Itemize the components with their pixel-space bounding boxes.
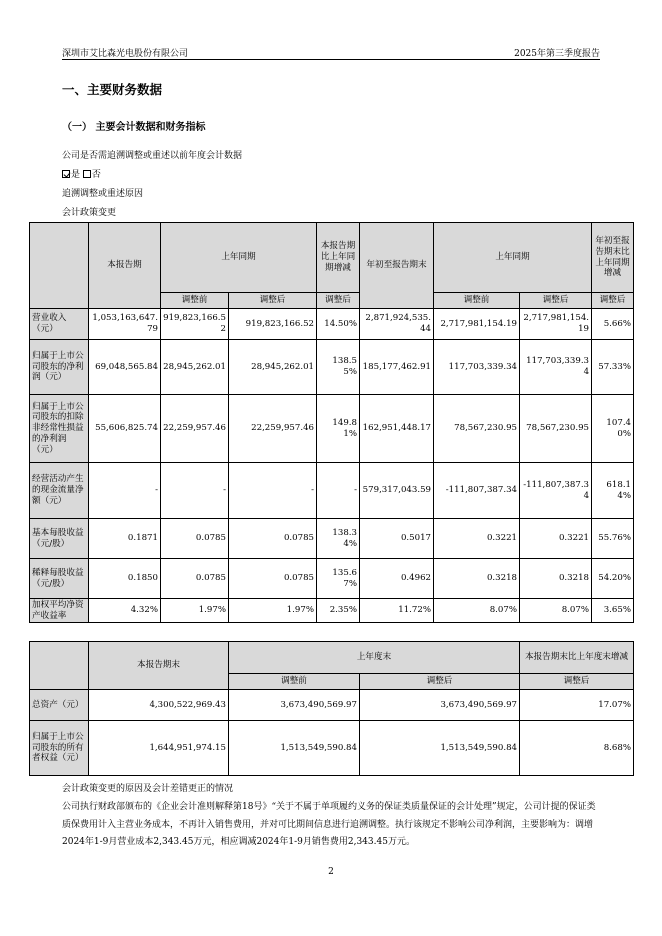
- cell-pb: 28,945,262.01: [161, 340, 229, 395]
- cell-ychg: 5.66%: [592, 309, 634, 340]
- sub-adj-ytd: 调整后: [592, 293, 634, 309]
- cell-pb: 0.0785: [161, 519, 229, 559]
- cell-cur: 4.32%: [89, 599, 161, 623]
- page-number: 2: [328, 867, 334, 877]
- cell-chg: 138.55%: [317, 340, 360, 395]
- cell-pa: 22,259,957.46: [229, 395, 317, 463]
- cell-pa: -: [229, 463, 317, 519]
- unchecked-box-icon: [83, 170, 91, 178]
- table-row: [30, 340, 634, 395]
- row-label: 归属于上市公司股东的扣除非经常性损益的净利润（元）: [30, 395, 89, 463]
- option-no: 否: [91, 170, 101, 180]
- cell-yb: 0.3218: [434, 559, 520, 599]
- cell-cur: -: [89, 463, 161, 519]
- cell-pb: 1.97%: [161, 599, 229, 623]
- table2-corner: [30, 642, 89, 690]
- cell-pb: 0.0785: [161, 559, 229, 599]
- cell-after: 1,513,549,590.84: [360, 721, 520, 776]
- col-ytd-prior: 上年同期: [434, 223, 592, 293]
- row-label: 归属于上市公司股东的净利润（元）: [30, 340, 89, 395]
- key-financial-table: [29, 222, 634, 623]
- cell-yb: 78,567,230.95: [434, 395, 520, 463]
- cell-cur: 1,053,163,647.79: [89, 309, 161, 340]
- cell-ytd: 162,951,448.17: [360, 395, 434, 463]
- table-row: [30, 559, 634, 599]
- table-row: [30, 463, 634, 519]
- page-header: [62, 46, 600, 60]
- cell-pb: -: [161, 463, 229, 519]
- cell-pa: 1.97%: [229, 599, 317, 623]
- cell-cur: 55,606,825.74: [89, 395, 161, 463]
- cell-pb: 22,259,957.46: [161, 395, 229, 463]
- sub-after: 调整后: [360, 674, 520, 690]
- col-prior: 上年同期: [161, 223, 317, 293]
- cell-chg: 149.81%: [317, 395, 360, 463]
- checked-box-icon: [62, 170, 70, 178]
- cell-after: 3,673,490,569.97: [360, 690, 520, 721]
- cell-ya: -111,807,387.34: [520, 463, 592, 519]
- cell-ytd: 185,177,462.91: [360, 340, 434, 395]
- cell-ychg: 3.65%: [592, 599, 634, 623]
- header-report: 2025年第三季度报告: [514, 49, 600, 59]
- row-label: 归属于上市公司股东的所有者权益（元）: [30, 721, 89, 776]
- table1-corner: [30, 223, 89, 309]
- note-title: 会计政策变更的原因及会计差错更正的情况: [62, 784, 234, 794]
- sub-adj: 调整后: [317, 293, 360, 309]
- table-row: [30, 690, 634, 721]
- cell-cur: 69,048,565.84: [89, 340, 161, 395]
- table-row: [30, 721, 634, 776]
- sub-after: 调整后: [229, 293, 317, 309]
- col-ytd: 年初至报告期末: [360, 223, 434, 309]
- balance-table: [29, 641, 634, 776]
- cell-yb: 2,717,981,154.19: [434, 309, 520, 340]
- option-yes: 是: [71, 170, 81, 180]
- cell-chg: 17.07%: [520, 690, 634, 721]
- col-end-change: 本报告期末比上年度末增减: [520, 642, 634, 674]
- cell-ytd: 0.4962: [360, 559, 434, 599]
- restate-reason: 追溯调整或重述原因: [62, 189, 144, 199]
- cell-ya: 78,567,230.95: [520, 395, 592, 463]
- restate-question: 公司是否需追溯调整或重述以前年度会计数据: [62, 151, 243, 161]
- cell-pa: 919,823,166.52: [229, 309, 317, 340]
- cell-ya: 0.3218: [520, 559, 592, 599]
- header-company: 深圳市艾比森光电股份有限公司: [62, 49, 189, 59]
- row-label: 经营活动产生的现金流量净额（元）: [30, 463, 89, 519]
- cell-ya: 8.07%: [520, 599, 592, 623]
- cell-ytd: 2,871,924,535.44: [360, 309, 434, 340]
- sub-before: 调整前: [229, 674, 360, 690]
- col-ytd-change: 年初至报告期末比上年同期增减: [592, 223, 634, 293]
- cell-pa: 28,945,262.01: [229, 340, 317, 395]
- col-current: 本报告期: [89, 223, 161, 309]
- cell-ychg: 57.33%: [592, 340, 634, 395]
- cell-yb: -111,807,387.34: [434, 463, 520, 519]
- cell-yb: 117,703,339.34: [434, 340, 520, 395]
- cell-pa: 0.0785: [229, 519, 317, 559]
- sub-before-ytd: 调整前: [434, 293, 520, 309]
- cell-before: 3,673,490,569.97: [229, 690, 360, 721]
- cell-chg: 14.50%: [317, 309, 360, 340]
- col-period-end: 本报告期末: [89, 642, 229, 690]
- col-prev-year-end: 上年度末: [229, 642, 520, 674]
- section-title: 一、主要财务数据: [62, 82, 163, 97]
- cell-pa: 0.0785: [229, 559, 317, 599]
- table-row: [30, 519, 634, 559]
- row-label: 总资产（元）: [30, 690, 89, 721]
- cell-yb: 0.3221: [434, 519, 520, 559]
- col-change: 本报告期比上年同期增减: [317, 223, 360, 293]
- row-label: 稀释每股收益（元/股）: [30, 559, 89, 599]
- table-row: [30, 599, 634, 623]
- cell-yb: 8.07%: [434, 599, 520, 623]
- cell-pb: 919,823,166.52: [161, 309, 229, 340]
- subsection-title: （一） 主要会计数据和财务指标: [62, 122, 206, 133]
- cell-before: 1,513,549,590.84: [229, 721, 360, 776]
- note-body: 公司执行财政部颁布的《企业会计准则解释第18号》“关于不属于单项履约义务的保证类质量保证的会计处理”规定，公司计提的保证类质保费用计入主营业务成本，不再计入销售费用，并对可比期间信息进行追溯调整。执行该规定不影响公司净利润，主要影响为：调增2024年1-9月营业成本2,343.45万元，相应调减2024年1-9月销售费用2,343.45万元。: [62, 802, 596, 847]
- cell-end: 4,300,522,969.43: [89, 690, 229, 721]
- row-label: 加权平均净资产收益率: [30, 599, 89, 623]
- cell-ytd: 579,317,043.59: [360, 463, 434, 519]
- row-label: 营业收入（元）: [30, 309, 89, 340]
- cell-chg: 138.34%: [317, 519, 360, 559]
- row-label: 基本每股收益（元/股）: [30, 519, 89, 559]
- table-row: [30, 395, 634, 463]
- cell-ytd: 0.5017: [360, 519, 434, 559]
- cell-chg: 8.68%: [520, 721, 634, 776]
- cell-ytd: 11.72%: [360, 599, 434, 623]
- table-row: [30, 309, 634, 340]
- restate-options: [62, 167, 101, 180]
- policy-change: 会计政策变更: [62, 208, 117, 218]
- sub-before: 调整前: [161, 293, 229, 309]
- cell-ychg: 54.20%: [592, 559, 634, 599]
- cell-ychg: 55.76%: [592, 519, 634, 559]
- cell-ya: 0.3221: [520, 519, 592, 559]
- sub-adj: 调整后: [520, 674, 634, 690]
- sub-after-ytd: 调整后: [520, 293, 592, 309]
- cell-ychg: 107.40%: [592, 395, 634, 463]
- cell-chg: 2.35%: [317, 599, 360, 623]
- cell-cur: 0.1850: [89, 559, 161, 599]
- cell-ychg: 618.14%: [592, 463, 634, 519]
- cell-chg: 135.67%: [317, 559, 360, 599]
- cell-ya: 117,703,339.34: [520, 340, 592, 395]
- cell-ya: 2,717,981,154.19: [520, 309, 592, 340]
- cell-end: 1,644,951,974.15: [89, 721, 229, 776]
- cell-cur: 0.1871: [89, 519, 161, 559]
- cell-chg: -: [317, 463, 360, 519]
